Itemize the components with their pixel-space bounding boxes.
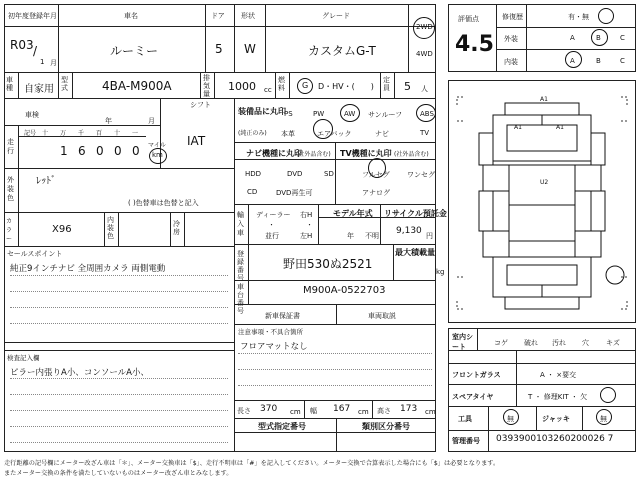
displacement-label: 排気量 — [203, 74, 210, 98]
equipment-item: PW — [313, 110, 325, 118]
tv-item: ワンセグ — [407, 171, 435, 179]
car-name: ルーミー — [110, 44, 159, 58]
interior-grade: A — [570, 57, 575, 65]
length-label: 長さ — [237, 407, 251, 415]
tools-value: 無 — [507, 415, 514, 423]
diagram-mark-1: A1 — [540, 96, 548, 103]
color-code: X96 — [52, 224, 72, 235]
navi-item: DVD再生可 — [276, 189, 313, 197]
capacity: 5 — [404, 80, 411, 93]
tv-item: アナログ — [362, 189, 390, 197]
import-dealer: ディーラー — [256, 211, 291, 219]
repair-label: 修復歴 — [502, 13, 523, 21]
recycle-value: 9,130 — [396, 226, 422, 236]
mileage-unit: 十 — [114, 130, 121, 137]
equipment-circle — [340, 104, 360, 122]
navi-item: CD — [247, 188, 258, 196]
navi-item: HDD — [245, 170, 262, 178]
windshield-options: A ・ ×要交 — [540, 371, 577, 379]
spare-label: スペアタイヤ — [452, 393, 494, 401]
import-left: 左H — [300, 232, 313, 240]
registration-label: 登録番号 — [237, 250, 244, 282]
spare-circle — [600, 387, 616, 403]
import-label: 輸入車 — [237, 211, 244, 237]
tv-circle — [368, 158, 386, 178]
mgmt-label: 管理番号 — [452, 437, 480, 445]
max-load-unit: kg — [436, 268, 445, 276]
cooler-label: 冷房 — [173, 220, 180, 236]
inspection-month-unit: 月 — [148, 117, 155, 125]
model-year-year: 年 — [347, 232, 354, 240]
width: 167 — [333, 404, 351, 414]
notes-text: フロアマットなし — [240, 342, 308, 352]
interior-grade-label: 内装 — [504, 58, 518, 66]
mileage-label: 走行 — [7, 138, 14, 155]
footer-line-1: 走行距離の記号欄にメーター改ざん車は「＊」、メーター交換車は「$」、走行不明車は「#」を記入してください。メーター交換で合算表示した場合にも「$」は必要となります。 — [4, 460, 500, 467]
first-reg-month-unit: 月 — [50, 59, 57, 67]
class-label: 類別区分番号 — [362, 422, 410, 431]
import-dot-2: ・ — [306, 221, 313, 229]
model-year-unknown: 不明 — [365, 232, 379, 240]
equipment-label: 装備品に丸印 — [238, 107, 286, 116]
seat-item: キズ — [606, 339, 620, 347]
mileage-digit: 1 — [60, 144, 68, 158]
model-code: 4BA-M900A — [102, 79, 172, 93]
door-count: 5 — [215, 42, 223, 56]
diagram-mark-2: A1 — [556, 124, 564, 131]
tv-sub: (社外品含む) — [394, 151, 429, 158]
chassis-label: 車台番号 — [237, 283, 244, 315]
displacement: 1000 — [228, 80, 256, 93]
equipment-circle — [313, 119, 333, 139]
km-label: km — [152, 151, 163, 159]
cc-unit: cc — [264, 86, 272, 94]
import-parallel: 並行 — [265, 232, 279, 240]
tools-label: 工具 — [458, 415, 472, 423]
mileage-unit: 千 — [78, 130, 85, 137]
max-load-label: 最大積載量 — [395, 248, 435, 257]
diagram-mark-3: A1 — [514, 124, 522, 131]
height-label: 高さ — [377, 407, 391, 415]
seat-label: 室内シート — [452, 333, 473, 351]
mile-label: マイル — [148, 142, 166, 149]
sales-point-label: セールスポイント — [7, 250, 63, 258]
interior-grade: C — [620, 57, 625, 65]
capacity-label: 定員 — [383, 76, 390, 92]
navi-sub: (社外品含む) — [296, 151, 331, 158]
warranty-new-car: 新車保証書 — [265, 312, 300, 320]
notes-label: 注意事項・不具合箇所 — [238, 328, 303, 336]
tv-label: TV機種に丸印 — [340, 149, 392, 158]
seat-item: 破れ — [524, 339, 538, 347]
navi-label: ナビ機種に丸印 — [246, 149, 302, 158]
equipment-item: TV — [420, 129, 430, 137]
interior-color-label: 内装色 — [107, 216, 114, 240]
mileage-digit: 0 — [114, 144, 122, 158]
import-right: 右H — [300, 211, 313, 219]
equipment-item: PS — [284, 110, 293, 118]
equipment-item: ABS — [420, 110, 434, 118]
chassis-number: M900A-0522703 — [303, 285, 386, 296]
equipment-item: AW — [344, 110, 356, 118]
exterior-note: ( )色替車は色替と記入 — [128, 199, 199, 207]
equipment-sub: (純正のみ) — [238, 130, 267, 137]
equipment-item: エアバック — [317, 130, 352, 138]
mileage-digit: 0 — [132, 144, 140, 158]
car-name-label: 車名 — [124, 12, 138, 20]
drive-2wd: 2WD — [416, 23, 433, 31]
interior-grade: B — [596, 57, 601, 65]
first-reg-year: R03 — [10, 38, 34, 52]
inspector-text: ピラー内張りA小、コンソールA小、 — [10, 368, 149, 378]
body-shape: W — [244, 42, 256, 56]
fuel-label: 燃料 — [278, 76, 285, 92]
tv-item: フルセグ — [362, 171, 390, 179]
seat-item: 穴 — [582, 339, 589, 347]
usage-label: 車種 — [6, 76, 13, 92]
score-value: 4.5 — [455, 32, 494, 57]
seat-item: コゲ — [494, 339, 508, 347]
equipment-item: 本革 — [281, 130, 295, 138]
repair-circle — [598, 8, 614, 24]
jack-label: ジャッキ — [542, 415, 570, 423]
width-label: 幅 — [310, 407, 317, 415]
jack-value: 無 — [600, 415, 607, 423]
grade-label: グレード — [322, 12, 350, 20]
car-damage-diagram — [449, 81, 635, 322]
shift: IAT — [187, 134, 206, 148]
height: 173 — [400, 404, 418, 414]
model-year-label: モデル年式 — [333, 209, 373, 218]
exterior-grade-label: 外装 — [504, 35, 518, 43]
model-label: 型式 — [61, 76, 68, 92]
recycle-unit: 円 — [426, 232, 433, 240]
repair-options: 有・無 — [568, 13, 589, 21]
type-spec-label: 型式指定番号 — [258, 422, 306, 431]
interior-grade-circle — [565, 51, 582, 68]
sales-point-text: 純正9インチナビ 全周囲カメラ 両側電動 — [10, 264, 166, 274]
mileage-unit: 一 — [132, 130, 139, 137]
navi-item: SD — [324, 170, 334, 178]
warranty-manual: 車両取説 — [368, 312, 396, 320]
exterior-grade: A — [570, 34, 575, 42]
height-unit: cm — [425, 408, 436, 416]
mileage-unit: 万 — [60, 130, 67, 137]
drive-4wd: 4WD — [416, 50, 433, 58]
windshield-label: フロントガラス — [452, 371, 501, 379]
exterior-grade: B — [596, 34, 601, 42]
shape-label: 形状 — [241, 12, 255, 20]
mileage-unit: 十 — [42, 130, 49, 137]
equipment-item: ナビ — [375, 130, 389, 138]
equipment-item: サンルーフ — [368, 111, 403, 119]
mileage-unit: 百 — [96, 130, 103, 137]
mgmt-number: 0393900103260200026 7 — [496, 434, 614, 444]
color-code-label: カラー — [6, 218, 13, 243]
diagram-mark-4: U2 — [540, 179, 549, 186]
door-label: ドア — [211, 12, 225, 20]
seat-item: 汚れ — [552, 339, 566, 347]
exterior-color: ﾚｯﾄﾞ — [36, 176, 56, 187]
width-unit: cm — [358, 408, 369, 416]
month-sep: / — [33, 44, 38, 58]
shift-label: シフト — [190, 101, 211, 109]
equipment-circle — [416, 104, 436, 122]
inspection-year-unit: 年 — [105, 117, 112, 125]
first-reg-label: 初年度登録年月 — [8, 12, 57, 20]
mileage-digit: 6 — [78, 144, 86, 158]
inspection-label: 車検 — [25, 111, 39, 119]
fuel-options: D・HV・( ) — [318, 82, 374, 91]
exterior-label: 外装色 — [7, 176, 14, 202]
navi-item: DVD — [287, 170, 303, 178]
exterior-grade-circle — [591, 29, 608, 46]
registration-plate: 野田530ぬ2521 — [283, 257, 373, 271]
recycle-label: リサイクル預託金 — [384, 209, 447, 218]
length-unit: cm — [290, 408, 301, 416]
capacity-unit: 人 — [421, 85, 428, 93]
footer-line-2: またメーター交換の条件を満たしていないものはメーター改ざん車とみなします。 — [4, 470, 233, 477]
grade: カスタムG-T — [308, 44, 376, 58]
spare-options: T ・ 修理KIT ・ 欠 — [528, 393, 588, 401]
mileage-digit: 0 — [96, 144, 104, 158]
first-reg-month: 1 — [40, 58, 45, 66]
fuel-g: G — [302, 81, 309, 90]
mileage-unit: 記号 — [24, 130, 37, 137]
import-dot-1: ・ — [268, 221, 275, 229]
exterior-grade: C — [620, 34, 625, 42]
inspector-label: 検査記入欄 — [7, 354, 40, 362]
usage: 自家用 — [24, 84, 54, 95]
score-label: 評価点 — [458, 15, 479, 23]
length: 370 — [260, 404, 278, 414]
